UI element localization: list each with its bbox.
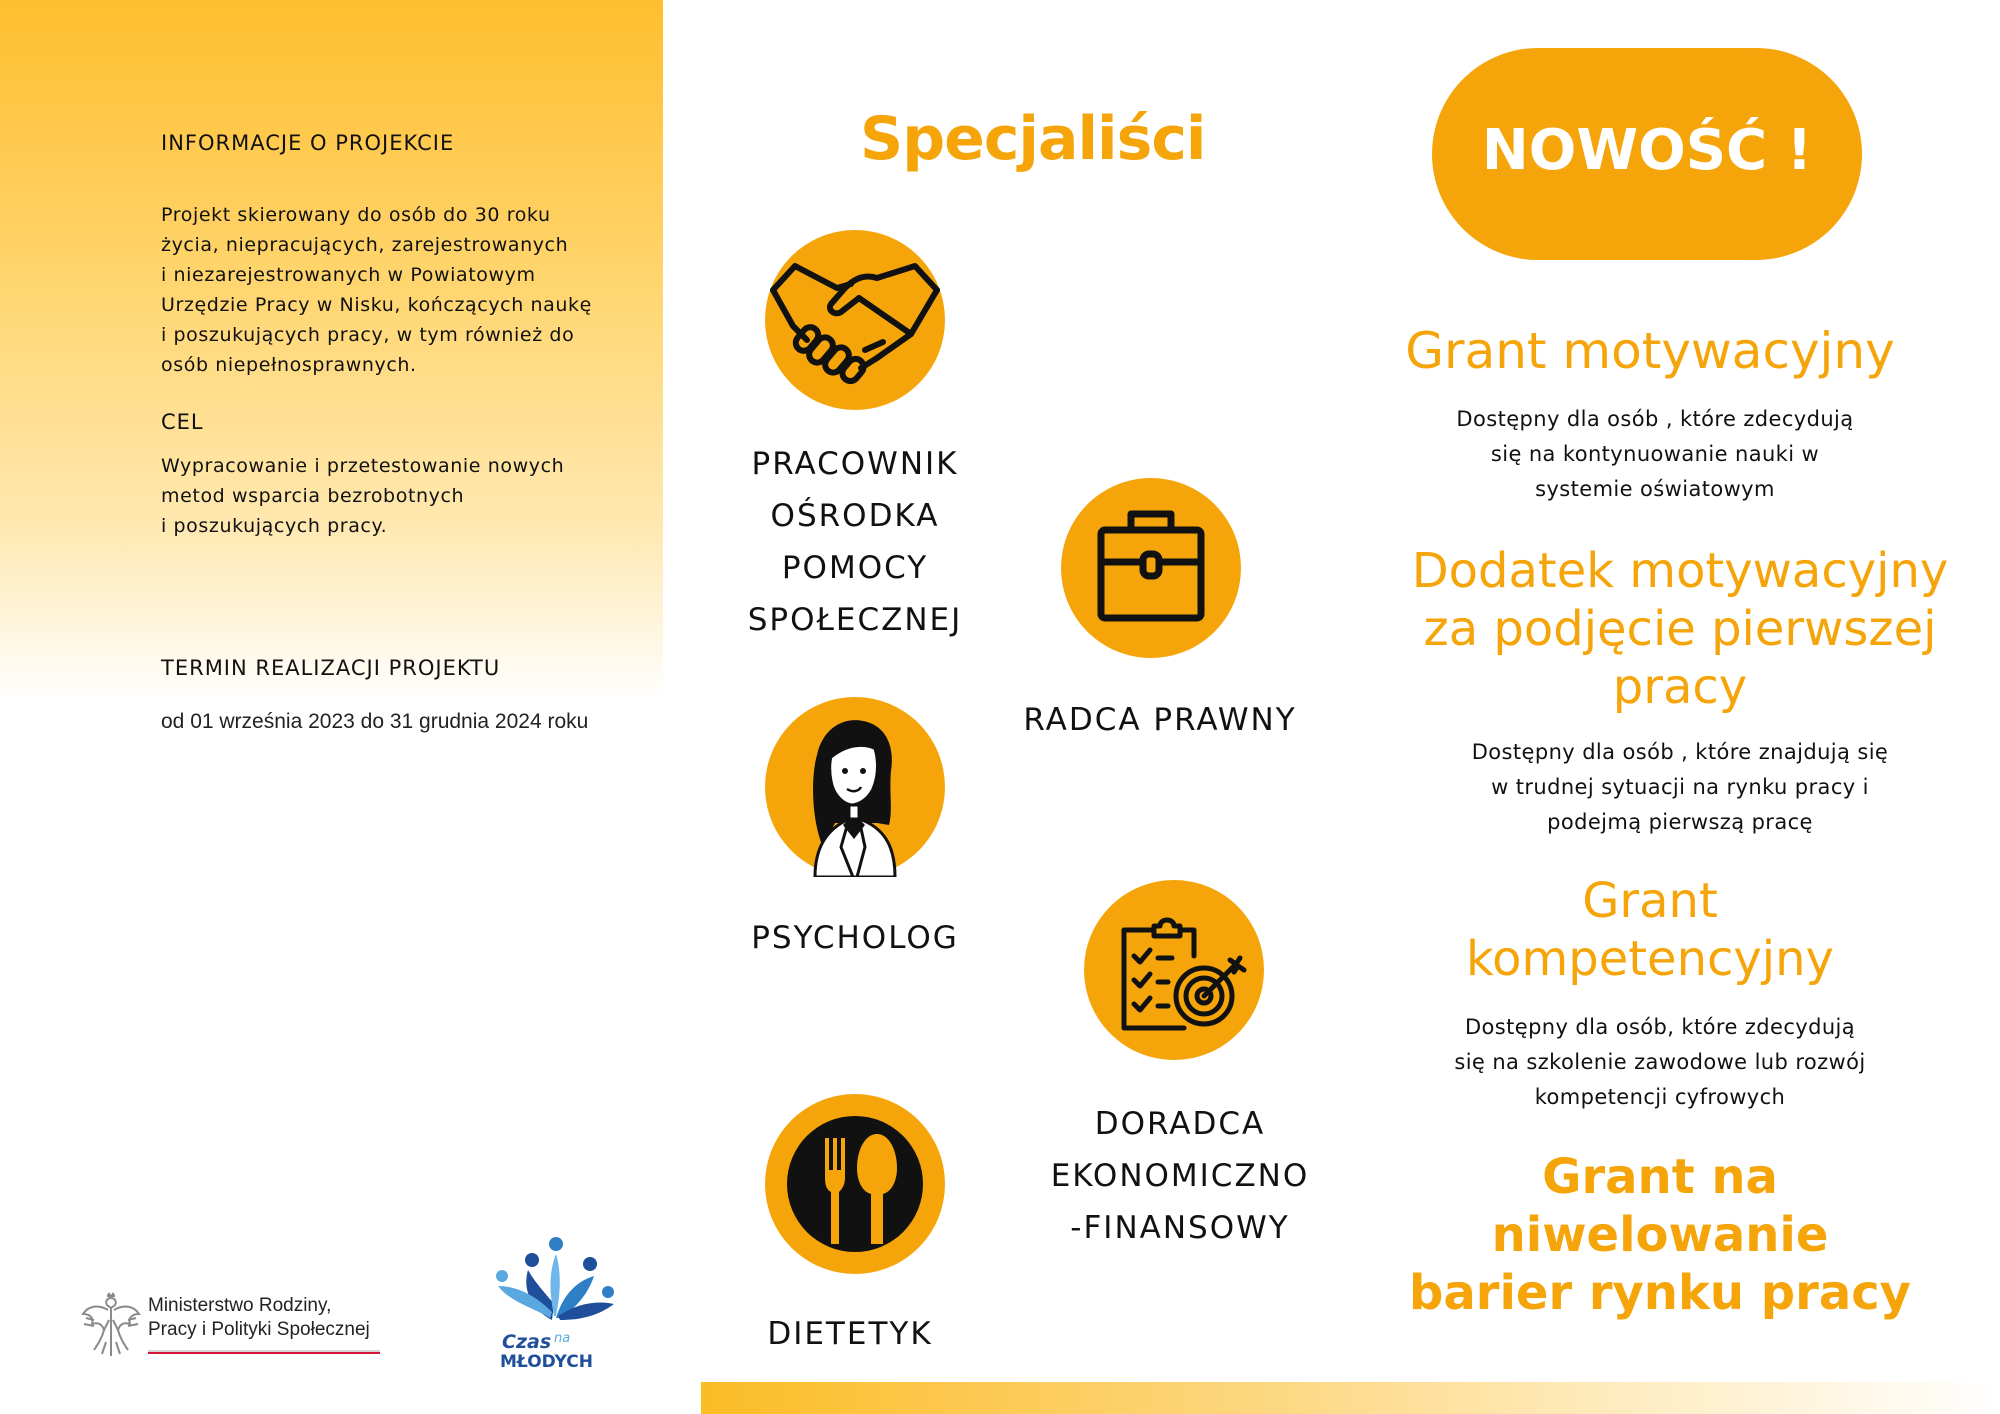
- ministry-logo: [80, 1290, 380, 1360]
- briefcase-circle: [1061, 478, 1241, 658]
- people-figures-icon: [496, 1237, 614, 1320]
- briefcase-icon: [1061, 478, 1241, 658]
- term-heading: TERMIN REALIZACJI PROJEKTU: [161, 656, 501, 680]
- grant-competence-title: Grant kompetencyjny: [1466, 873, 1834, 987]
- advisor-circle: [1084, 880, 1264, 1060]
- goal-text: Wypracowanie i przetestowanie nowych metod wsparcia bezrobotnych i poszukujących pracy.: [161, 455, 565, 537]
- grant-motivation-desc: Dostępny dla osób , które zdecydują się na kontynuowanie nauki w systemie oświatowym: [1456, 407, 1854, 501]
- bottom-gradient-bar: [701, 1382, 2000, 1414]
- czas-word: Czas: [502, 1331, 552, 1353]
- term-text: od 01 września 2023 do 31 grudnia 2024 roku: [161, 710, 589, 733]
- mlodych-word: MŁODYCH: [500, 1352, 593, 1370]
- role-legal-advisor: RADCA PRAWNY: [1023, 702, 1297, 738]
- new-badge-text: NOWOŚĆ !: [1481, 118, 1813, 183]
- woman-icon: [765, 697, 945, 877]
- na-word: na: [554, 1331, 571, 1346]
- handshake-icon: [765, 230, 945, 410]
- goal-heading: CEL: [161, 410, 204, 434]
- info-text: Projekt skierowany do osób do 30 roku życia, niepracujących, zarejestrowanych i niezarejestrowanych w Powiatowym Urzędzie Pracy w Nisku, kończących naukę i poszukujących pracy, w tym również do osób niepełnosprawnych.: [161, 204, 592, 376]
- specialists-title: Specjaliści: [860, 104, 1206, 174]
- clipboard-target-icon: [1084, 880, 1264, 1060]
- role-financial-advisor: DORADCA EKONOMICZNO -FINANSOWY: [1050, 1106, 1310, 1246]
- new-badge: [1432, 48, 1862, 260]
- ministry-name: Ministerstwo Rodziny, Pracy i Polityki Społecznej: [148, 1295, 370, 1340]
- fork-spoon-icon: [765, 1094, 945, 1274]
- ministry-flag-line: [148, 1350, 380, 1354]
- role-dietitian: DIETETYK: [767, 1316, 933, 1352]
- info-heading: INFORMACJE O PROJEKCIE: [161, 131, 455, 155]
- psychologist-circle: [765, 697, 945, 877]
- grant-motivation-title: Grant motywacyjny: [1405, 322, 1895, 380]
- role-psychologist: PSYCHOLOG: [751, 920, 959, 956]
- first-job-bonus-title: Dodatek motywacyjny za podjęcie pierwszej pracy: [1411, 543, 1949, 715]
- dietitian-circle: [765, 1094, 945, 1274]
- first-job-bonus-desc: Dostępny dla osób , które znajdują się w trudnej sytuacji na rynku pracy i podejmą pierwszą pracę: [1471, 740, 1889, 834]
- handshake-circle: [765, 230, 945, 410]
- grant-competence-desc: Dostępny dla osób, które zdecydują się na szkolenie zawodowe lub rozwój kompetencji cyfrowych: [1454, 1015, 1866, 1109]
- czas-na-mlodych-logo: [492, 1220, 620, 1370]
- role-social-worker: PRACOWNIK OŚRODKA POMOCY SPOŁECZNEJ: [747, 446, 963, 638]
- eagle-emblem-icon: [80, 1290, 142, 1360]
- grant-barriers-title: Grant na niwelowanie barier rynku pracy: [1409, 1149, 1911, 1321]
